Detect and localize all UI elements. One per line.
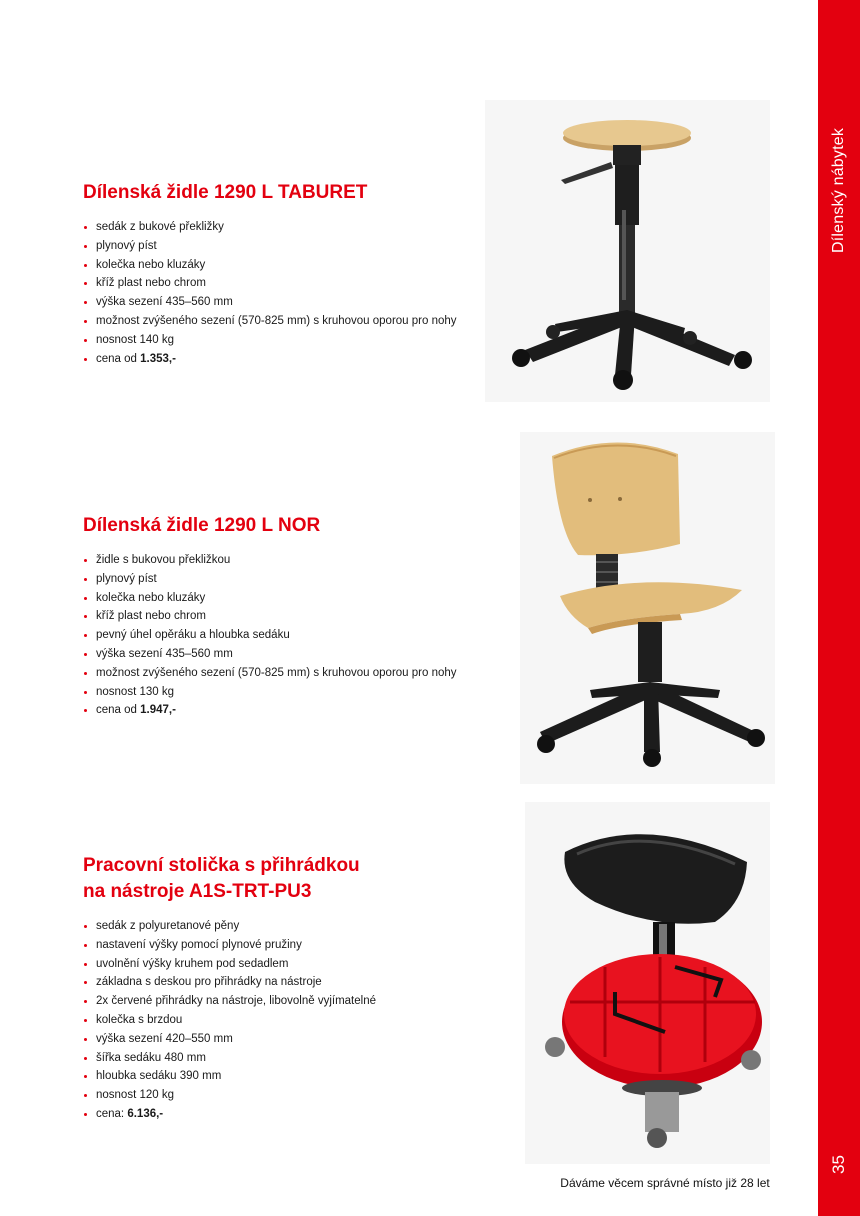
spec-list xyxy=(83,551,457,720)
spec-item: 2x červené přihrádky na nástroje, libovolně vyjímatelné xyxy=(83,992,376,1011)
spec-item: uvolnění výšky kruhem pod sedadlem xyxy=(83,955,376,974)
price-item: cena od 1.353,- xyxy=(83,350,457,369)
price-item: cena: 6.136,- xyxy=(83,1105,376,1124)
spec-item: plynový píst xyxy=(83,570,457,589)
product-a1s xyxy=(83,853,376,1124)
spec-item: pevný úhel opěráku a hloubka sedáku xyxy=(83,626,457,645)
spec-item: nastavení výšky pomocí plynové pružiny xyxy=(83,936,376,955)
spec-item: židle s bukovou překližkou xyxy=(83,551,457,570)
spec-item: kříž plast nebo chrom xyxy=(83,274,457,293)
price: 1.947,- xyxy=(140,704,176,717)
spec-item: výška sezení 420–550 mm xyxy=(83,1030,376,1049)
spec-item: šířka sedáku 480 mm xyxy=(83,1049,376,1068)
a1s-stool-image xyxy=(525,802,770,1164)
spec-item: nosnost 130 kg xyxy=(83,683,457,702)
spec-item: možnost zvýšeného sezení (570-825 mm) s kruhovou oporou pro nohy xyxy=(83,312,457,331)
price: 1.353,- xyxy=(140,352,176,365)
spec-item: kříž plast nebo chrom xyxy=(83,607,457,626)
product-title: Dílenská židle 1290 L TABURET xyxy=(83,182,368,203)
spec-item: plynový píst xyxy=(83,237,457,256)
spec-item: nosnost 120 kg xyxy=(83,1086,376,1105)
spec-item: kolečka s brzdou xyxy=(83,1011,376,1030)
footer-slogan: Dáváme věcem správné místo již 28 let xyxy=(560,1176,770,1190)
product-taburet xyxy=(83,180,457,368)
spec-item: kolečka nebo kluzáky xyxy=(83,589,457,608)
spec-item: základna s deskou pro přihrádky na nástroje xyxy=(83,973,376,992)
nor-chair-image xyxy=(520,432,775,784)
spec-list xyxy=(83,218,457,368)
spec-item: nosnost 140 kg xyxy=(83,331,457,350)
spec-item: sedák z bukové překližky xyxy=(83,218,457,237)
page-number: 35 xyxy=(829,1155,848,1175)
price-item: cena od 1.947,- xyxy=(83,701,457,720)
spec-item: výška sezení 435–560 mm xyxy=(83,645,457,664)
spec-item: sedák z polyuretanové pěny xyxy=(83,917,376,936)
section-title: Dílenský nábytek xyxy=(830,127,847,253)
spec-item: výška sezení 435–560 mm xyxy=(83,293,457,312)
price: 6.136,- xyxy=(127,1107,164,1120)
product-nor xyxy=(83,513,457,720)
taburet-stool-image xyxy=(485,100,770,402)
spec-item: kolečka nebo kluzáky xyxy=(83,256,457,275)
product-title: Dílenská židle 1290 L NOR xyxy=(83,515,321,536)
spec-item: hloubka sedáku 390 mm xyxy=(83,1067,376,1086)
spec-item: možnost zvýšeného sezení (570-825 mm) s kruhovou oporou pro nohy xyxy=(83,664,457,683)
spec-list xyxy=(83,917,376,1124)
product-title: Pracovní stolička s přihrádkou na nástroje A1S-TRT-PU3 xyxy=(83,855,360,902)
